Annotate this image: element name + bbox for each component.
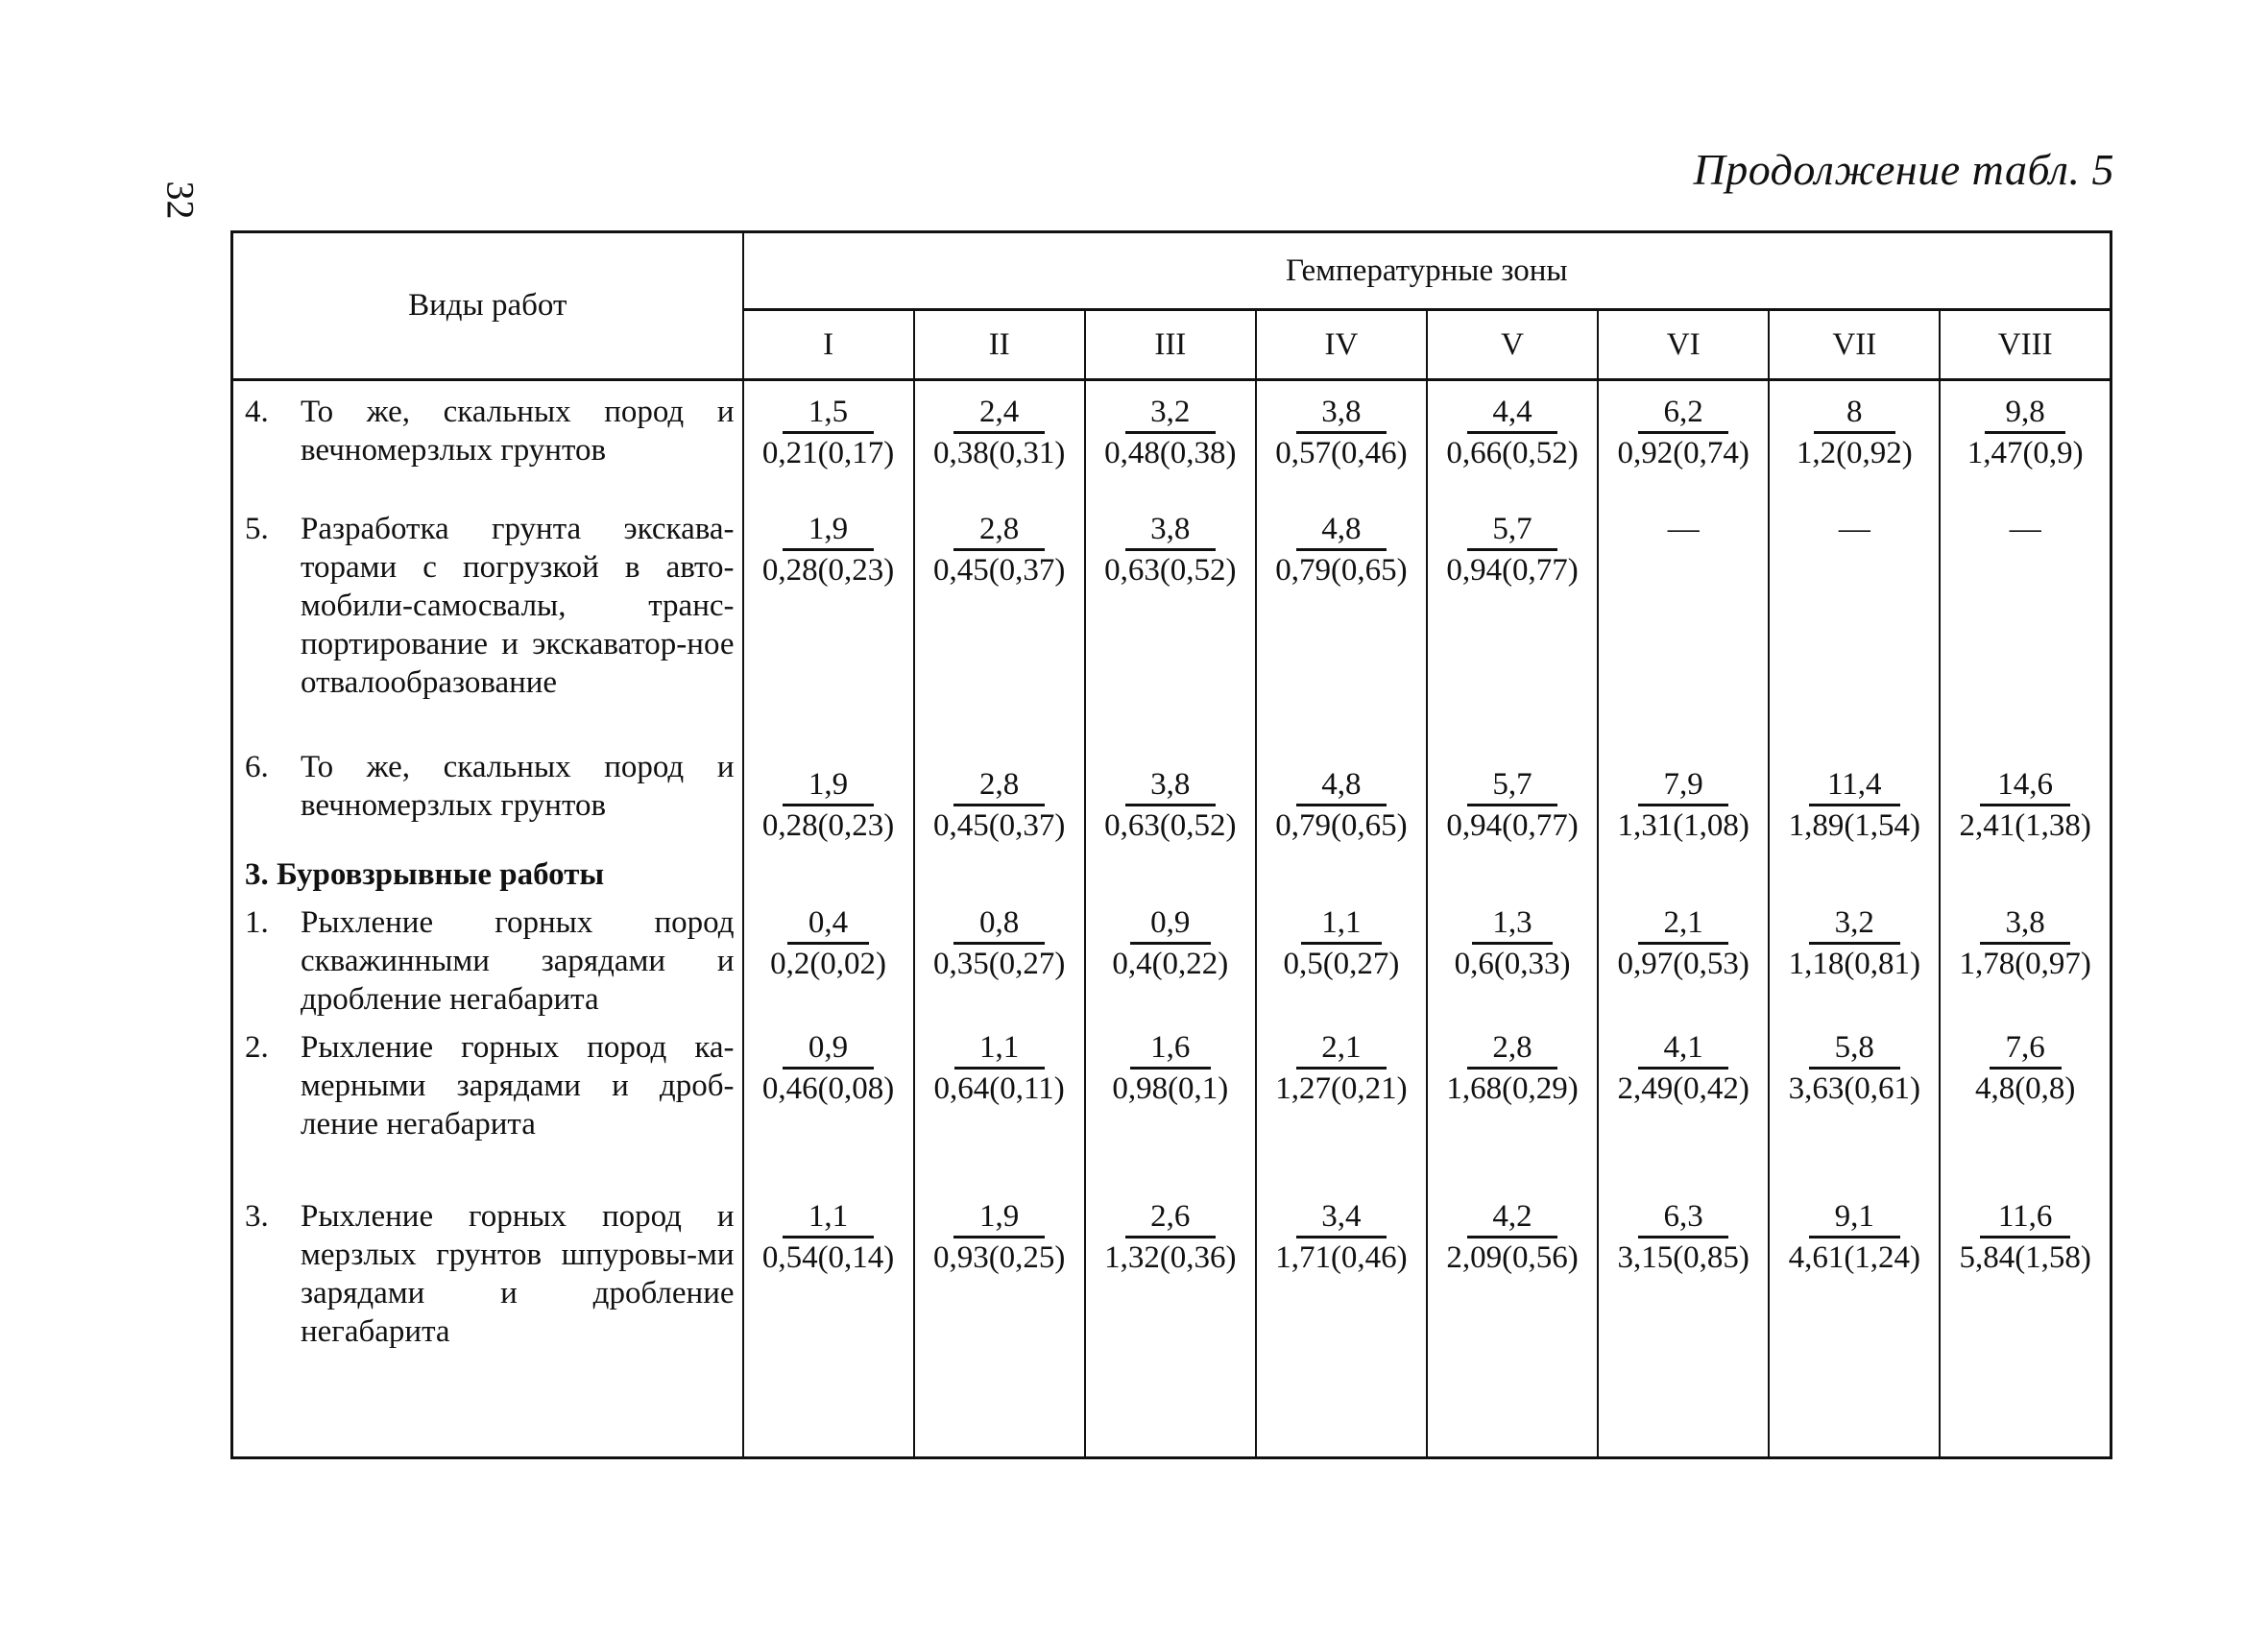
value-denominator: 0,64(0,11) [933, 1071, 1065, 1106]
zone-value-cell [1598, 1191, 1769, 1458]
value-denominator: 5,84(1,58) [1959, 1240, 2091, 1275]
value-fraction [1446, 765, 1578, 845]
value-fraction [1975, 1028, 2075, 1108]
zone-value-cell [1598, 900, 1769, 1019]
value-denominator: 0,97(0,53) [1617, 947, 1749, 981]
value-numerator: 6,2 [1638, 393, 1728, 434]
value-denominator: 0,28(0,23) [761, 808, 895, 843]
zone-value-cell [1769, 496, 1940, 736]
value-fraction [1959, 765, 2090, 845]
value-fraction [762, 1028, 894, 1108]
work-description [232, 380, 743, 497]
value-numerator: 2,6 [1125, 1197, 1216, 1238]
value-denominator: 0,28(0,23) [761, 553, 895, 588]
table-row [232, 900, 2111, 1019]
value-denominator: 2,49(0,42) [1617, 1071, 1749, 1106]
value-denominator: 1,71(0,46) [1275, 1240, 1408, 1275]
value-numerator: 3,8 [1296, 393, 1387, 434]
value-denominator: 1,32(0,36) [1104, 1240, 1237, 1275]
value-fraction [1617, 1197, 1749, 1277]
value-numerator: 8 [1814, 393, 1895, 434]
header-zone: II [914, 310, 1085, 380]
value-denominator: 0,5(0,27) [1283, 947, 1400, 981]
value-numerator: 3,2 [1809, 903, 1899, 945]
zone-value-cell [1256, 736, 1427, 850]
header-zone: V [1427, 310, 1598, 380]
value-numerator: 0,9 [1130, 903, 1212, 945]
value-numerator: 1,1 [1301, 903, 1383, 945]
value-numerator: 1,9 [783, 510, 873, 551]
zone-value-cell [1427, 1191, 1598, 1458]
value-denominator: 3,15(0,85) [1617, 1240, 1749, 1275]
value-numerator: 3,8 [1125, 510, 1216, 551]
work-text: То же, скальных пород и вечномерзлых грунтов [301, 750, 735, 823]
work-description [232, 1191, 743, 1458]
value-denominator: 0,94(0,77) [1446, 808, 1579, 843]
value-fraction [1959, 1197, 2090, 1277]
section-title: 3. Буровзрывные работы [232, 850, 743, 900]
row-number: 4. [245, 395, 269, 429]
value-denominator: 0,54(0,14) [761, 1240, 895, 1275]
value-numerator: 1,9 [783, 765, 873, 806]
value-numerator: 5,8 [1809, 1028, 1899, 1070]
value-fraction [1446, 510, 1578, 589]
value-denominator: 4,8(0,8) [1974, 1071, 2076, 1106]
value-numerator: 1,9 [953, 1197, 1044, 1238]
value-fraction [1455, 903, 1571, 983]
value-numerator: 7,9 [1638, 765, 1728, 806]
value-denominator: 0,38(0,31) [932, 436, 1066, 470]
value-fraction [1275, 1028, 1407, 1108]
value-fraction [1789, 1197, 1920, 1277]
work-description [232, 736, 743, 850]
value-numerator: 1,6 [1130, 1028, 1212, 1070]
value-numerator: 0,8 [953, 903, 1044, 945]
value-fraction [1104, 1197, 1236, 1277]
value-denominator: 1,47(0,9) [1966, 436, 2084, 470]
empty-cell [1940, 850, 2111, 900]
value-numerator: 0,4 [787, 903, 869, 945]
value-denominator: 0,2(0,02) [770, 947, 887, 981]
zone-value-cell [1427, 900, 1598, 1019]
row-number: 2. [245, 1030, 269, 1065]
work-description [232, 1019, 743, 1191]
value-fraction [762, 1197, 894, 1277]
value-denominator: 0,21(0,17) [761, 436, 895, 470]
value-numerator: 1,3 [1472, 903, 1554, 945]
value-fraction [1967, 393, 2084, 472]
zone-value-cell [1256, 1019, 1427, 1191]
value-denominator: 3,63(0,61) [1788, 1071, 1921, 1106]
value-denominator: 0,63(0,52) [1104, 808, 1237, 843]
table-caption: Продолжение табл. 5 [1693, 145, 2114, 194]
value-denominator: 1,68(0,29) [1446, 1071, 1579, 1106]
value-fraction [1617, 1028, 1749, 1108]
value-fraction [1275, 393, 1407, 472]
header-temperature-zones: Гемпературные зоны [743, 232, 2111, 310]
value-numerator: 3,4 [1296, 1197, 1387, 1238]
value-denominator: 0,94(0,77) [1446, 553, 1579, 588]
value-denominator: 0,79(0,65) [1275, 553, 1408, 588]
empty-cell [1598, 850, 1769, 900]
work-description [232, 900, 743, 1019]
value-numerator: 3,8 [1125, 765, 1216, 806]
value-fraction [1797, 393, 1913, 472]
value-numerator: 14,6 [1980, 765, 2070, 806]
value-numerator: 5,7 [1467, 510, 1557, 551]
work-text: Рыхление горных пород скважинными зарядами и дробление негабарита [301, 905, 735, 1017]
value-denominator: 0,79(0,65) [1275, 808, 1408, 843]
value-numerator: 9,1 [1809, 1197, 1899, 1238]
zone-value-cell [1940, 1191, 2111, 1458]
value-numerator: 1,5 [783, 393, 873, 434]
zone-value-cell [1769, 900, 1940, 1019]
table-row [232, 736, 2111, 850]
value-denominator: 0,66(0,52) [1446, 436, 1579, 470]
zone-value-cell [1427, 496, 1598, 736]
value-denominator: 1,89(1,54) [1788, 808, 1921, 843]
zone-value-cell [1085, 900, 1256, 1019]
zone-value-cell [743, 496, 914, 736]
table-row [232, 380, 2111, 497]
zone-value-cell [1598, 736, 1769, 850]
value-fraction [1446, 393, 1578, 472]
value-denominator: 1,78(0,97) [1959, 947, 2091, 981]
value-fraction [762, 765, 894, 845]
value-numerator: 2,8 [1467, 1028, 1557, 1070]
value-fraction [1104, 393, 1236, 472]
value-numerator: 2,1 [1296, 1028, 1387, 1070]
value-numerator: 0,9 [783, 1028, 873, 1070]
empty-cell [914, 850, 1085, 900]
zone-value-cell [914, 1191, 1085, 1458]
work-text: Рыхление горных пород ка-мерными зарядами и дроб-ление негабарита [301, 1030, 735, 1142]
value-fraction [762, 393, 894, 472]
value-fraction [1959, 903, 2090, 983]
value-numerator: 4,8 [1296, 510, 1387, 551]
header-zone: VI [1598, 310, 1769, 380]
value-denominator: 0,45(0,37) [932, 808, 1066, 843]
zone-value-cell [1769, 1191, 1940, 1458]
zone-value-cell [1085, 1191, 1256, 1458]
value-denominator: 0,45(0,37) [932, 553, 1066, 588]
header-zone: IV [1256, 310, 1427, 380]
value-numerator: 9,8 [1985, 393, 2066, 434]
value-numerator: 11,4 [1809, 765, 1899, 806]
value-numerator: 11,6 [1980, 1197, 2070, 1238]
section-header-row [232, 850, 2111, 900]
zone-value-cell [743, 736, 914, 850]
zone-value-cell [1940, 900, 2111, 1019]
zone-value-cell [1427, 380, 1598, 497]
value-numerator: 2,8 [953, 510, 1044, 551]
value-denominator: 0,93(0,25) [932, 1240, 1066, 1275]
zone-value-cell [1598, 496, 1769, 736]
value-numerator: 4,4 [1467, 393, 1557, 434]
zone-value-cell [1256, 1191, 1427, 1458]
empty-cell [743, 850, 914, 900]
value-denominator: 0,35(0,27) [932, 947, 1066, 981]
value-fraction [933, 1197, 1065, 1277]
value-denominator: 1,31(1,08) [1617, 808, 1749, 843]
zone-value-cell [743, 900, 914, 1019]
value-denominator: 0,46(0,08) [761, 1071, 895, 1106]
no-value-dash: — [1838, 512, 1870, 546]
zone-value-cell [1256, 900, 1427, 1019]
value-numerator: 6,3 [1638, 1197, 1728, 1238]
value-denominator: 1,18(0,81) [1788, 947, 1921, 981]
value-numerator: 5,7 [1467, 765, 1557, 806]
no-value-dash: — [1667, 512, 1700, 546]
value-numerator: 1,1 [783, 1197, 873, 1238]
value-denominator: 2,41(1,38) [1959, 808, 2091, 843]
header-zone: III [1085, 310, 1256, 380]
table-row [232, 496, 2111, 736]
value-denominator: 1,27(0,21) [1275, 1071, 1408, 1106]
empty-cell [1769, 850, 1940, 900]
value-denominator: 2,09(0,56) [1446, 1240, 1579, 1275]
value-denominator: 4,61(1,24) [1788, 1240, 1921, 1275]
header-zone: I [743, 310, 914, 380]
table-row [232, 1191, 2111, 1458]
value-fraction [770, 903, 886, 983]
value-fraction [762, 510, 894, 589]
value-fraction [1446, 1028, 1578, 1108]
row-number: 5. [245, 512, 269, 546]
zone-value-cell [1769, 736, 1940, 850]
value-fraction [1446, 1197, 1578, 1277]
zone-value-cell [1256, 380, 1427, 497]
value-fraction [1104, 510, 1236, 589]
empty-cell [1256, 850, 1427, 900]
zone-value-cell [743, 380, 914, 497]
header-zone: VIII [1940, 310, 2111, 380]
zone-value-cell [1427, 736, 1598, 850]
zone-value-cell [1769, 1019, 1940, 1191]
value-numerator: 3,8 [1980, 903, 2070, 945]
value-fraction [1789, 765, 1920, 845]
zone-value-cell [1085, 380, 1256, 497]
value-fraction [1617, 765, 1749, 845]
value-fraction [933, 510, 1065, 589]
value-numerator: 4,8 [1296, 765, 1387, 806]
value-fraction [1112, 903, 1228, 983]
norms-table [230, 230, 2112, 1459]
value-numerator: 4,1 [1638, 1028, 1728, 1070]
zone-value-cell [1940, 1019, 2111, 1191]
value-fraction [1275, 1197, 1407, 1277]
zone-value-cell [914, 380, 1085, 497]
value-denominator: 0,57(0,46) [1275, 436, 1408, 470]
header-zone: VII [1769, 310, 1940, 380]
zone-value-cell [1085, 1019, 1256, 1191]
value-fraction [1104, 765, 1236, 845]
value-fraction [1275, 510, 1407, 589]
zone-value-cell [914, 736, 1085, 850]
value-numerator: 2,4 [953, 393, 1044, 434]
zone-value-cell [1598, 1019, 1769, 1191]
zone-value-cell [1940, 380, 2111, 497]
value-fraction [933, 903, 1065, 983]
header-work-types: Виды работ [232, 232, 743, 380]
value-fraction [1617, 903, 1749, 983]
value-denominator: 0,92(0,74) [1617, 436, 1749, 470]
value-denominator: 0,63(0,52) [1104, 553, 1237, 588]
value-fraction [934, 1028, 1065, 1108]
value-denominator: 0,48(0,38) [1104, 436, 1237, 470]
row-number: 6. [245, 750, 269, 784]
value-numerator: 1,1 [954, 1028, 1045, 1070]
zone-value-cell [1598, 380, 1769, 497]
zone-value-cell [1940, 496, 2111, 736]
value-fraction [1789, 1028, 1920, 1108]
value-fraction [933, 765, 1065, 845]
value-fraction [933, 393, 1065, 472]
table-row [232, 1019, 2111, 1191]
page-number: 32 [158, 180, 203, 220]
value-fraction [1275, 765, 1407, 845]
work-text: То же, скальных пород и вечномерзлых грунтов [301, 395, 735, 468]
value-denominator: 1,2(0,92) [1796, 436, 1913, 470]
value-numerator: 4,2 [1467, 1197, 1557, 1238]
value-fraction [1789, 903, 1920, 983]
value-denominator: 0,98(0,1) [1112, 1071, 1229, 1106]
no-value-dash: — [2009, 512, 2041, 546]
zone-value-cell [1085, 496, 1256, 736]
zone-value-cell [914, 1019, 1085, 1191]
value-denominator: 0,6(0,33) [1454, 947, 1571, 981]
zone-value-cell [1256, 496, 1427, 736]
value-fraction [1112, 1028, 1228, 1108]
zone-value-cell [914, 496, 1085, 736]
empty-cell [1085, 850, 1256, 900]
value-fraction [1617, 393, 1749, 472]
zone-value-cell [743, 1191, 914, 1458]
value-numerator: 2,8 [953, 765, 1044, 806]
value-numerator: 7,6 [1990, 1028, 2062, 1070]
zone-value-cell [1940, 736, 2111, 850]
zone-value-cell [1427, 1019, 1598, 1191]
value-numerator: 3,2 [1125, 393, 1216, 434]
zone-value-cell [743, 1019, 914, 1191]
empty-cell [1427, 850, 1598, 900]
zone-value-cell [1769, 380, 1940, 497]
zone-value-cell [914, 900, 1085, 1019]
work-text: Рыхление горных пород и мерзлых грунтов шпуровы-ми зарядами и дробление негабарита [301, 1199, 735, 1349]
work-text: Разработка грунта экскава-торами с погрузкой в авто-мобили-самосвалы, транс-портирование и экскаватор-ное отвалообразование [301, 512, 735, 700]
row-number: 3. [245, 1199, 269, 1234]
value-numerator: 2,1 [1638, 903, 1728, 945]
value-fraction [1283, 903, 1399, 983]
work-description [232, 496, 743, 736]
value-denominator: 0,4(0,22) [1112, 947, 1229, 981]
row-number: 1. [245, 905, 269, 940]
zone-value-cell [1085, 736, 1256, 850]
